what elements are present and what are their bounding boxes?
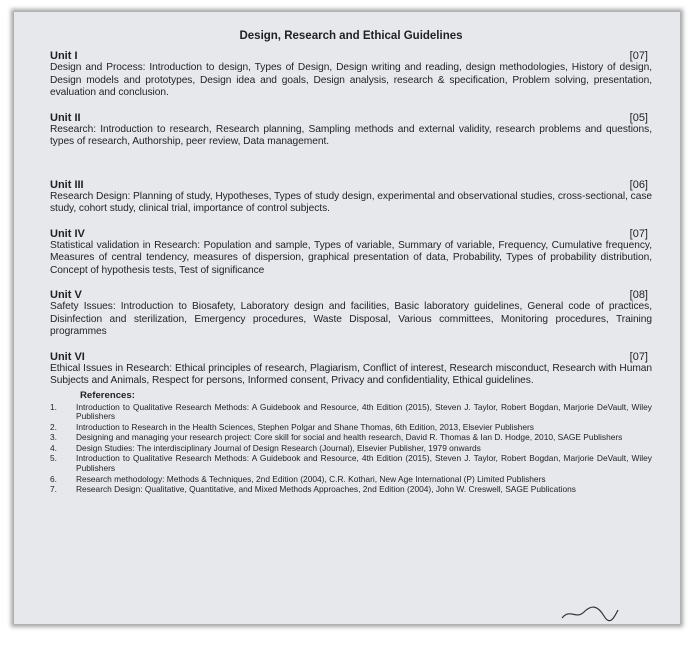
reference-number: 5. — [50, 453, 57, 464]
unit-content: Statistical validation in Research: Population and sample, Types of variable, Summary of variable, Frequency, Cumulative frequency, Measures of central tendency, measures of dispersion, graphical presentation of data, Probability, Types of probability distribution, Concept of hypothesis tests, Test of significance — [50, 239, 652, 276]
reference-number: 7. — [50, 484, 57, 495]
unit-header — [50, 289, 652, 301]
reference-item — [50, 403, 652, 422]
unit-section — [50, 50, 652, 100]
document-frame — [14, 12, 680, 624]
unit-name: Unit VI — [50, 350, 85, 363]
unit-name: Unit II — [50, 111, 81, 124]
reference-item — [50, 444, 652, 454]
unit-content: Safety Issues: Introduction to Biosafety, Laboratory design and facilities, Basic laboratory guidelines, General code of practices, Disinfection and sterilization, Emergency procedures, Waste Disposal, Various committees, Monitoring procedures, Training programmes — [50, 301, 652, 337]
reference-number: 4. — [50, 442, 57, 453]
reference-text: Designing and managing your research project: Core skill for social and health research, David R. Thomas & Ian D. Hodge, 2010, SAGE Publishers — [76, 432, 623, 443]
unit-name: Unit IV — [50, 227, 85, 240]
reference-text: Design Studies: The interdisciplinary Journal of Design Research (Journal), Elsevier Publisher, 1979 onwards — [76, 442, 481, 453]
reference-text: Research methodology: Methods & Techniques, 2nd Edition (2004), C.R. Kothari, New Age International (P) Limited Publishers — [76, 473, 546, 484]
reference-number: 3. — [50, 432, 57, 443]
unit-header — [50, 228, 652, 240]
unit-section — [50, 351, 652, 388]
unit-content: Research Design: Planning of study, Hypotheses, Types of study design, experimental and observational studies, cross-sectional, case study, cohort study, clinical trial, importance of control subjects. — [50, 190, 652, 214]
unit-hours: [07] — [629, 227, 648, 240]
document-page — [50, 30, 652, 496]
unit-hours: [08] — [629, 289, 648, 301]
unit-section — [50, 112, 652, 149]
handwritten-signature-mark — [560, 602, 620, 622]
unit-hours: [07] — [629, 50, 648, 62]
reference-item — [50, 485, 652, 495]
unit-content: Design and Process: Introduction to design, Types of Design, Design writing and reading, design methodologies, History of design, Design models and prototypes, Design idea and goals, Design analysis, research & specification, Problem solving, presentation, evaluation and conclusion. — [50, 62, 652, 98]
reference-number: 1. — [50, 401, 57, 412]
unit-hours: [07] — [629, 350, 648, 363]
reference-item — [50, 433, 652, 443]
reference-text: Research Design: Qualitative, Quantitative, and Mixed Methods Approaches, 2nd Edition (2004), John W. Creswell, SAGE Publications — [76, 484, 576, 495]
reference-item — [50, 454, 652, 473]
unit-header — [50, 351, 652, 363]
unit-name: Unit III — [50, 178, 84, 191]
unit-name: Unit I — [50, 50, 78, 62]
references-list — [50, 403, 652, 495]
reference-item — [50, 423, 652, 433]
unit-hours: [05] — [629, 111, 648, 124]
references-heading: References: — [80, 389, 135, 401]
unit-header — [50, 179, 652, 191]
reference-item — [50, 475, 652, 485]
unit-section — [50, 289, 652, 339]
reference-number: 2. — [50, 421, 57, 432]
unit-name: Unit V — [50, 289, 82, 301]
unit-section — [50, 228, 652, 278]
reference-text: Introduction to Qualitative Research Methods: A Guidebook and Resource, 4th Edition (2015), Steven J. Taylor, Robert Bogdan, Marjorie DeVault, Wiley Publishers — [76, 401, 652, 422]
reference-text: Introduction to Qualitative Research Methods: A Guidebook and Resource, 4th Edition (2015), Steven J. Taylor, Robert Bogdan, Marjorie DeVault, Wiley Publishers — [76, 453, 652, 474]
reference-number: 6. — [50, 473, 57, 484]
unit-hours: [06] — [629, 178, 648, 191]
document-title: Design, Research and Ethical Guidelines — [239, 30, 463, 42]
unit-header — [50, 112, 652, 124]
unit-content: Ethical Issues in Research: Ethical principles of research, Plagiarism, Conflict of interest, Research misconduct, Research with Human Subjects and Animals, Respect for persons, Informed consent, Privacy and confidentiality, Ethical guidelines. — [50, 362, 652, 386]
reference-text: Introduction to Research in the Health Sciences, Stephen Polgar and Shane Thomas, 6th Edition, 2013, Elsevier Publishers — [76, 421, 534, 432]
unit-content: Research: Introduction to research, Research planning, Sampling methods and external validity, research problems and questions, types of research, Authorship, peer review, Data management. — [50, 123, 652, 147]
unit-section — [50, 179, 652, 216]
unit-header — [50, 50, 652, 62]
